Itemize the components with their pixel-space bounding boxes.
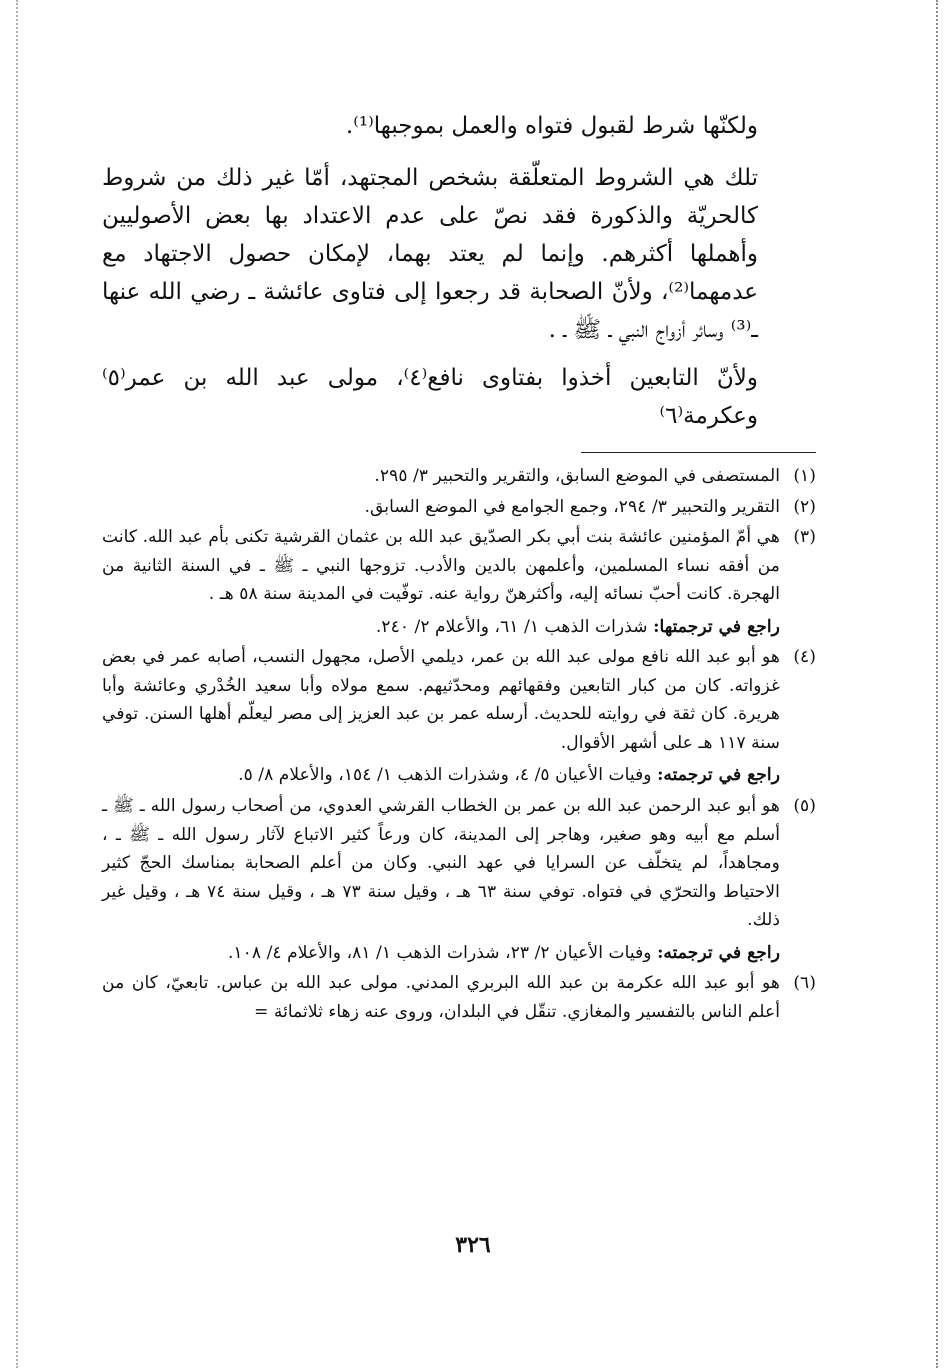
footnote-1 [102, 462, 816, 491]
footnote-text: هو أبو عبد الرحمن عبد الله بن عمر بن الخطاب القرشي العدوي، من أصحاب رسول الله ـ ﷺ ـ أسلم مع أبيه وهو صغير، وهاجر إلى المدينة، كان ورعاً كثير الاتباع لآثار رسول الله ـ ﷺ ـ ، ومجاهداً، لم يتخلّف عن السرايا في عهد النبي. وكان من أعلم الصحابة بمناسك الحجّ كثير الاحتياط والتحرّي في فتواه. توفي سنة ٦٣ هـ ، وقيل سنة ٧٣ هـ ، وقيل سنة ٧٤ هـ ، وقيل غير ذلك. [102, 796, 780, 931]
main-text-block [102, 108, 758, 446]
scan-edge-dots-left [16, 0, 18, 1368]
page-number: ٣٢٦ [455, 1232, 491, 1258]
footnote-number: (١) [793, 466, 816, 486]
footnote-number: (٥) [793, 796, 816, 817]
reference-text: وفيات الأعيان ٥/ ٤، وشذرات الذهب ١/ ١٥٤، والأعلام ٨/ ٥. [238, 765, 652, 786]
intro-paragraph: ولكنّها شرط لقبول فتواه والعمل بموجبها⁽¹⁾. [345, 113, 758, 139]
scan-edge-dots-right [936, 0, 938, 1368]
footnote-3 [102, 523, 816, 641]
footnote-reference [102, 939, 780, 968]
footnote-number: (٣) [793, 527, 816, 548]
footnote-reference [102, 761, 780, 790]
footnote-4 [102, 643, 816, 790]
footnote-text: التقرير والتحبير ٣/ ٢٩٤، وجمع الجوامع في الموضع السابق. [364, 496, 780, 517]
reference-text: وفيات الأعيان ٢/ ٢٣، شذرات الذهب ١/ ٨١، والأعلام ٤/ ١٠٨. [227, 942, 652, 963]
reference-label: راجع في ترجمته: [657, 942, 780, 963]
footnote-text: المستصفى في الموضع السابق، والتقرير والتحبير ٣/ ٢٩٥. [374, 466, 780, 486]
footnote-number: (٤) [793, 647, 816, 668]
footnote-separator [581, 452, 816, 453]
footnote-2 [102, 493, 816, 522]
reference-text: شذرات الذهب ١/ ٦١، والأعلام ٢/ ٢٤٠. [375, 616, 648, 637]
footnote-text: هي أمّ المؤمنين عائشة بنت أبي بكر الصدّيق عبد الله بن عثمان القرشية تكنى بأم عبد الله. كانت من أفقه نساء المسلمين، وأعلمهن بالدين والأدب. تزوجها النبي ـ ﷺ ـ في السنة الثانية من الهجرة. كانت أحبّ نسائه إليه، وأكثرهنّ رواية عنه. توفّيت في المدينة سنة ٥٨ هـ . [102, 527, 780, 605]
footnote-reference [102, 613, 780, 642]
footnotes-block [102, 456, 816, 1028]
footnote-6 [102, 969, 816, 1026]
footnote-number: (٢) [793, 496, 816, 517]
main-paragraph: تلك هي الشروط المتعلّقة بشخص المجتهد، أمّا غير ذلك من شروط كالحريّة والذكورة فقد نصّ على عدم الاعتداد بها بعض الأصوليين وأهملها أكثرهم. وإنما لم يعتد بهما، لإمكان حصول الاجتهاد مع عدمهما⁽²⁾، ولأنّ الصحابة قد رجعوا إلى فتاوى عائشة ـ رضي الله عنها ـ⁽³⁾ وسائر أزواج النبي ـ ﷺ ـ . [102, 164, 758, 343]
reference-label: راجع في ترجمتها: [653, 616, 780, 637]
reference-label: راجع في ترجمته: [657, 765, 780, 786]
footnote-number: (٦) [793, 973, 816, 994]
footnote-5 [102, 792, 816, 967]
last-paragraph: ولأنّ التابعين أخذوا بفتاوى نافع⁽٤⁾، مولى عبد الله بن عمر⁽٥⁾ وعكرمة⁽٦⁾ [102, 364, 759, 429]
footnote-text: هو أبو عبد الله عكرمة بن عبد الله البربري المدني. مولى عبد الله بن عباس. تابعيّ، كان من أعلم الناس بالتفسير والمغازي. تنقّل في البلدان، وروى عنه زهاء ثلاثمائة = [102, 973, 780, 1022]
footnote-text: هو أبو عبد الله نافع مولى عبد الله بن عمر، ديلمي الأصل، مجهول النسب، أصابه عمر في بعض غزواته. كان من كبار التابعين وفقهائهم ومحدّثيهم. سمع مولاه وأبا سعيد الخُدْري وعائشة وأبا هريرة. كان ثقة في روايته للحديث. أرسله عمر بن عبد العزيز إلى مصر ليعلّم أهلها السنن. توفي سنة ١١٧ هـ على أشهر الأقوال. [102, 647, 780, 753]
